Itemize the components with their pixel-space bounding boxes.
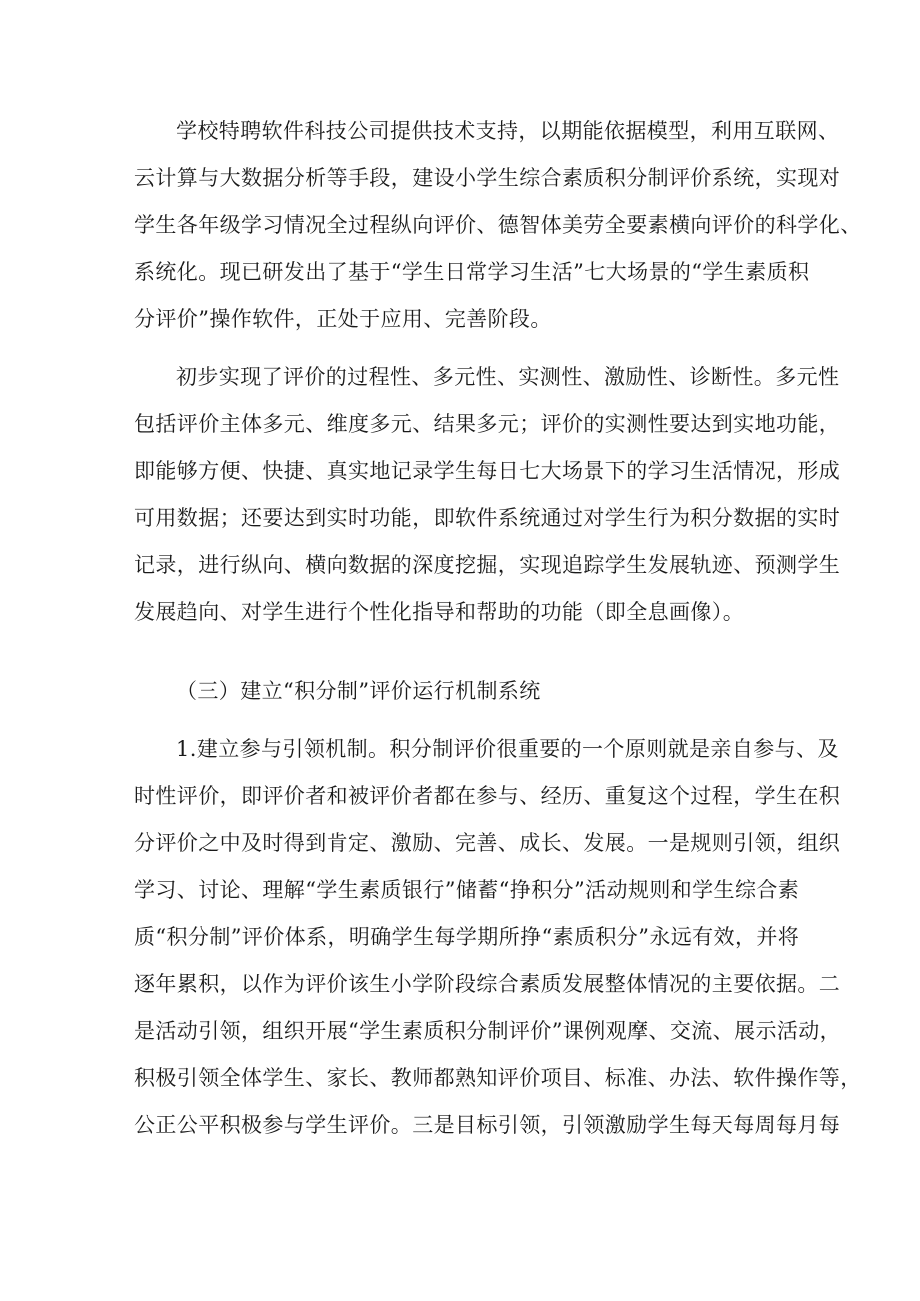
- text-line: 云计算与大数据分析等手段，建设小学生综合素质积分制评价系统，实现对: [134, 166, 841, 190]
- text-line: 是活动引领，组织开展“学生素质积分制评价”课例观摩、交流、展示活动，: [134, 1019, 842, 1043]
- section-title: （三）建立“积分制”评价运行机制系统: [176, 679, 541, 703]
- text-line: 分评价”操作软件，正处于应用、完善阶段。: [134, 307, 552, 331]
- text-line: 学校特聘软件科技公司提供技术支持，以期能依据模型，利用互联网、: [176, 119, 840, 143]
- text-line: 1.建立参与引领机制。积分制评价很重要的一个原则就是亲自参与、及: [176, 737, 839, 761]
- text-line: 积极引领全体学生、家长、教师都熟知评价项目、标准、办法、软件操作等，: [134, 1066, 862, 1090]
- text-line: 逐年累积，以作为评价该生小学阶段综合素质发展整体情况的主要依据。二: [134, 972, 841, 996]
- text-line: 质“积分制”评价体系，明确学生每学期所挣“素质积分”永远有效，并将: [134, 925, 800, 949]
- text-line: 可用数据；还要达到实时功能，即软件系统通过对学生行为积分数据的实时: [134, 506, 841, 530]
- text-line: 学生各年级学习情况全过程纵向评价、德智体美劳全要素横向评价的科学化、: [134, 213, 862, 237]
- text-line: 系统化。现已研发出了基于“学生日常学习生活”七大场景的“学生素质积: [134, 260, 810, 284]
- text-line: 时性评价，即评价者和被评价者都在参与、经历、重复这个过程，学生在积: [134, 784, 841, 808]
- text-line: 发展趋向、对学生进行个性化指导和帮助的功能（即全息画像）。: [134, 600, 745, 624]
- text-line: 初步实现了评价的过程性、多元性、实测性、激励性、诊断性。多元性: [176, 365, 840, 389]
- text-line: 学习、讨论、理解“学生素质银行”储蓄“挣积分”活动规则和学生综合素: [134, 878, 800, 902]
- text-line: 公正公平积极参与学生评价。三是目标引领，引领激励学生每天每周每月每: [134, 1113, 841, 1137]
- text-line: 分评价之中及时得到肯定、激励、完善、成长、发展。一是规则引领，组织: [134, 831, 841, 855]
- text-line: 包括评价主体多元、维度多元、结果多元；评价的实测性要达到实地功能，: [134, 412, 841, 436]
- text-line: 即能够方便、快捷、真实地记录学生每日七大场景下的学习生活情况，形成: [134, 459, 841, 483]
- text-line: 记录，进行纵向、横向数据的深度挖掘，实现追踪学生发展轨迹、预测学生: [134, 553, 841, 577]
